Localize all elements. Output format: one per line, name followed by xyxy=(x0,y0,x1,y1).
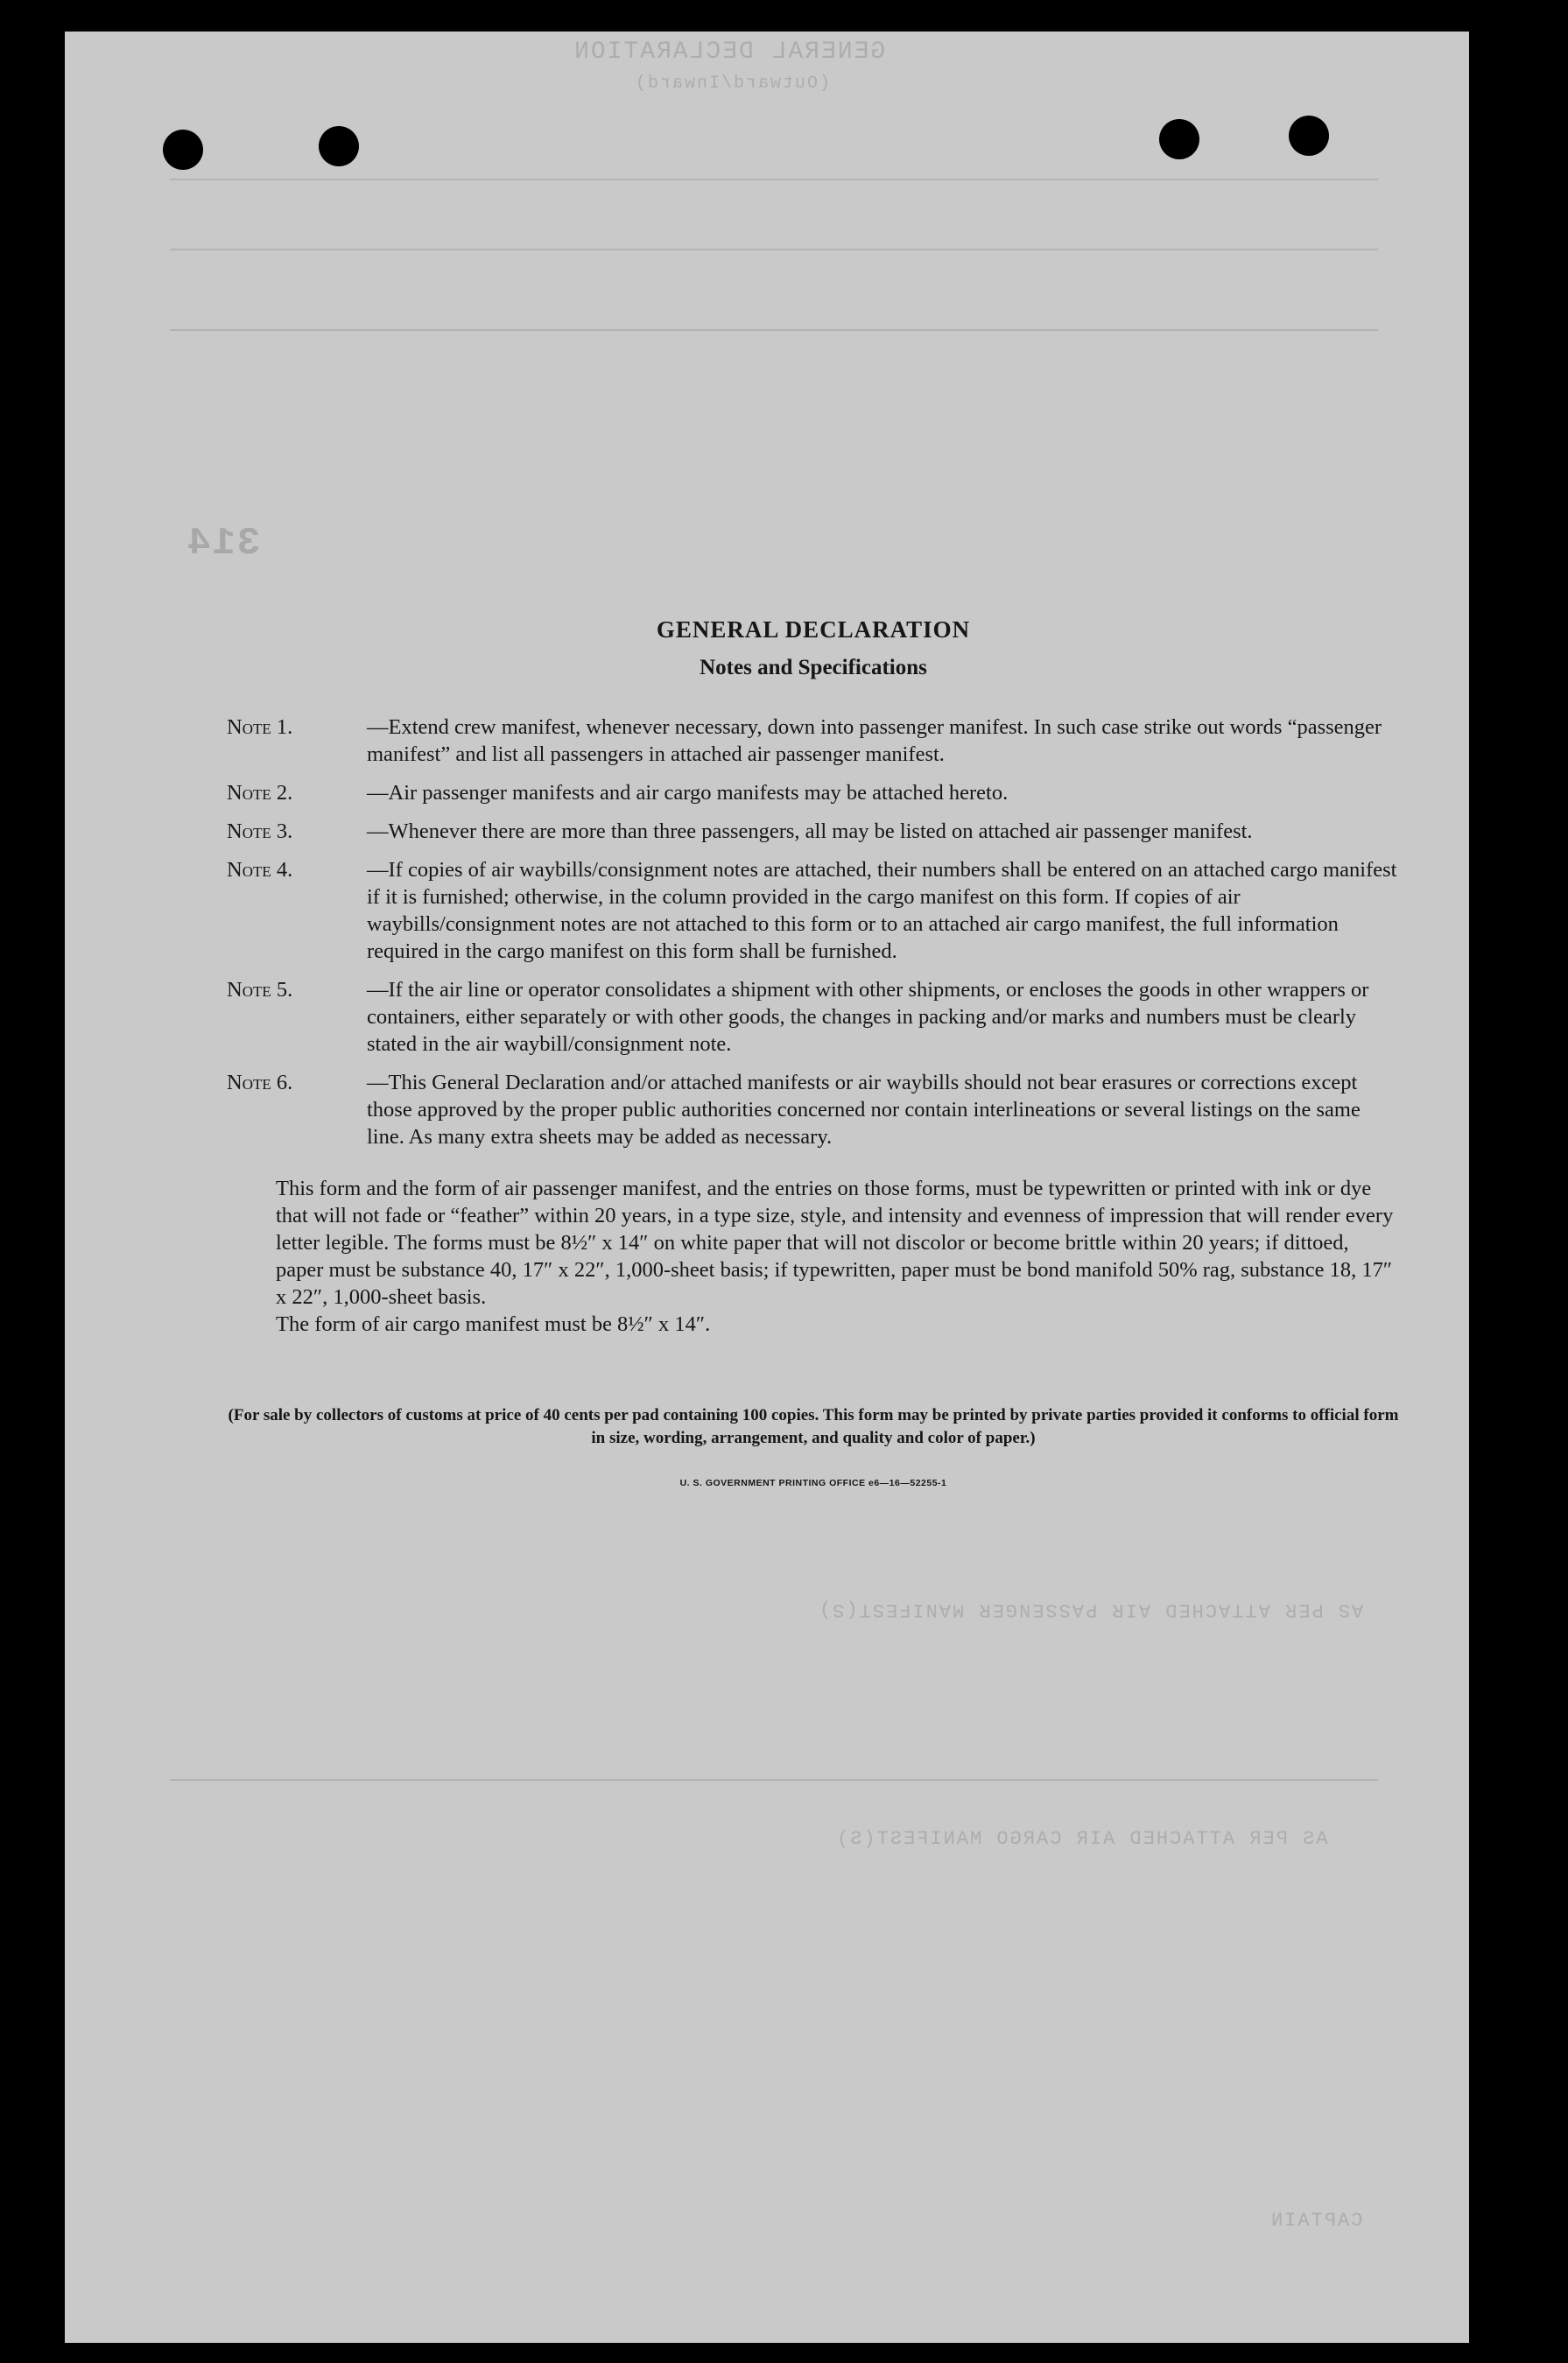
bleed-through-cargo-line: AS PER ATTACHED AIR CARGO MANIFEST(S) xyxy=(835,1828,1328,1850)
note-6 xyxy=(227,1069,1400,1150)
note-text: —Whenever there are more than three passengers, all may be listed on attached air passenger manifest. xyxy=(367,819,1253,843)
note-5 xyxy=(227,976,1400,1058)
note-text: —Extend crew manifest, whenever necessary, down into passenger manifest. In such case strike out words “passenger manifest” and list all passengers in attached air passenger manifest. xyxy=(367,715,1382,766)
note-label: Note 2. xyxy=(227,781,293,805)
note-label: Note 6. xyxy=(227,1071,293,1094)
note-4 xyxy=(227,856,1400,965)
note-text: —If copies of air waybills/consignment notes are attached, their numbers shall be entered on an attached cargo manifest if it is furnished; otherwise, in the column provided in the cargo manifest on this form. If copies of air waybills/consignment notes are not attached to this form or to an attached air cargo manifest, the full information required in the cargo manifest on this form shall be furnished. xyxy=(367,858,1397,963)
bleed-through-rule xyxy=(170,249,1378,250)
note-label: Note 1. xyxy=(227,715,293,739)
bleed-through-rule xyxy=(170,329,1378,331)
punch-hole xyxy=(1289,116,1329,156)
bleed-through-rule xyxy=(170,179,1378,180)
punch-hole xyxy=(319,126,359,166)
form-requirements: This form and the form of air passenger manifest, and the entries on those forms, must be typewritten or printed with ink or dye that will not fade or “feather” within 20 years, in a type size, style, and intensity and evenness of impression that will render every letter legible. The forms must be 8½″ x 14″ on white paper that will not discolor or become brittle within 20 years; if dittoed, paper must be substance 40, 17″ x 22″, 1,000-sheet basis; if typewritten, paper must be bond manifold 50% rag, substance 18, 17″ x 22″, 1,000-sheet basis. xyxy=(276,1177,1394,1309)
page-title: GENERAL DECLARATION xyxy=(656,616,971,643)
bleed-through-rule xyxy=(170,1779,1378,1781)
note-label: Note 3. xyxy=(227,819,293,843)
note-2 xyxy=(227,779,1400,806)
bleed-through-captain: CAPTAIN xyxy=(1269,2210,1363,2232)
cargo-form-size: The form of air cargo manifest must be 8½″ x 14″. xyxy=(276,1312,711,1336)
bleed-through-page-number: 314 xyxy=(186,522,261,566)
printing-office-imprint: U. S. GOVERNMENT PRINTING OFFICE e6—16—52255-1 xyxy=(679,1478,947,1488)
note-text: —Air passenger manifests and air cargo manifests may be attached hereto. xyxy=(367,781,1009,805)
punch-hole xyxy=(1159,119,1199,159)
note-text: —If the air line or operator consolidates a shipment with other shipments, or encloses the goods in other wrappers or containers, either separately or with other goods, the changes in packing and/or marks and numbers must be clearly stated in the air waybill/consignment note. xyxy=(367,978,1369,1056)
note-label: Note 4. xyxy=(227,858,293,882)
note-label: Note 5. xyxy=(227,978,293,1002)
document-page xyxy=(65,32,1469,2343)
note-3 xyxy=(227,818,1400,845)
bleed-through-passenger-line: AS PER ATTACHED AIR PASSENGER MANIFEST(S) xyxy=(818,1599,1364,1621)
notes-and-specifications xyxy=(227,616,1400,1488)
punch-hole xyxy=(163,130,203,170)
page-subtitle: Notes and Specifications xyxy=(700,656,927,679)
note-text: —This General Declaration and/or attached manifests or air waybills should not bear erasures or corrections except those approved by the proper public authorities concerned nor contain interlineations or several listings on the same line. As many extra sheets may be added as necessary. xyxy=(367,1071,1361,1149)
bleed-through-title: GENERAL DECLARATION xyxy=(573,39,886,66)
note-1 xyxy=(227,714,1400,768)
bleed-through-subtitle: (Outward/Inward) xyxy=(634,74,831,94)
sale-notice: (For sale by collectors of customs at price of 40 cents per pad containing 100 copies. This form may be printed by private parties provided it conforms to official form in size, wording, arrangement, and quality and color of paper.) xyxy=(228,1406,1399,1447)
